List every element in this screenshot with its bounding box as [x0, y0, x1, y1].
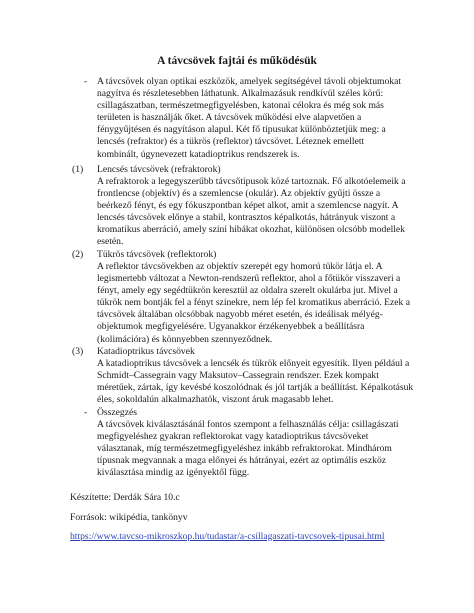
page-title: A távcsövek fajtái és működésük [157, 55, 317, 67]
section-1-heading: Lencsés távcsövek (refraktorok) [97, 164, 221, 175]
intro-bullet: - [84, 76, 88, 87]
section-3-heading: Katadioptrikus távcsövek [97, 346, 195, 357]
summary-heading: Összegzés [97, 407, 137, 418]
summary-bullet: - [84, 407, 88, 418]
section-3-number: (3) [72, 346, 84, 357]
section-2-heading: Tükrös távcsövek (reflektorok) [97, 249, 217, 260]
author-line: Készítette: Derdák Sára 10.c [70, 492, 180, 503]
section-1-number: (1) [72, 164, 84, 175]
source-link[interactable]: https://www.tavcso-mikroszkop.hu/tudastar/a-csillagaszati-tavcsovek-tipusai.html [70, 531, 385, 542]
intro-paragraph: A távcsövek olyan optikai eszközök, amelyek segítségével távoli objektumokat nagyítva és részletesebben láthatunk. Alkalmazásuk rendkívül széles körű: csillagászatban, természetmegfigyelésben, katonai célokra és még sok más területen is használják őket. A távcsövek működési elve alapvetően a fénygyűjtésen és nagyításon alapul. Két fő típusukat különböztetjük meg: a lencsés (refraktor) és a tükrös (reflektor) távcsövet. Léteznek emellett kombinált, úgynevezett katadioptrikus rendszerek is. [97, 76, 401, 160]
section-2-paragraph: A reflektor távcsövekben az objektív szerepét egy homorú tükör látja el. A legismertebb változat a Newton-rendszerű reflektor, ahol a főtükör visszaveri a fényt, amely egy segédtükrön keresztül az oldalra szerelt okulárba jut. Mivel a tükrök nem bontják fel a fényt színekre, nem lép fel kromatikus aberráció. Ezek a távcsövek általában olcsóbbak nagyobb méret esetén, és ideálisak mélyég- objektumok megfigyelésére. Ugyanakkor érzékenyebbek a beállításra (kolimációra) és könnyebben szennyeződnek. [97, 261, 411, 345]
section-1-paragraph: A refraktorok a legegyszerűbb távcsőtípusok közé tartoznak. Fő alkotóelemeik a frontlencse (objektív) és a szemlencse (okulár). Az objektív gyűjti össze a beérkező fényt, és egy fókuszpontban képet alkot, amit a szemlencse nagyít. A lencsés távcsövek előnye a stabil, kontrasztos képalkotás, hátrányuk viszont a kromatikus aberráció, amely színi hibákat okozhat, különösen olcsóbb modellek esetén. [97, 176, 406, 248]
section-2-number: (2) [72, 249, 84, 260]
sources-line: Források: wikipédia, tankönyv [70, 512, 188, 523]
summary-paragraph: A távcsövek kiválasztásánál fontos szempont a felhasználás célja: csillagászati megfigyeléshez gyakran reflektorokat vagy katadioptrikus távcsöveket választanak, míg természetmegfigyeléshez inkább refraktorokat. Mindhárom típusnak megvannak a maga előnyei és hátrányai, ezért az optimális eszköz kiválasztása mindig az igényektől függ. [97, 419, 399, 479]
section-3-paragraph: A katadioptrikus távcsövek a lencsék és tükrök előnyeit egyesítik. Ilyen például a Schmidt–Cassegrain vagy Maksutov–Cassegrain rendszer. Ezek kompakt méretűek, zártak, így kevésbé koszolódnak és jól tartják a beállítást. Képalkotásuk éles, sokoldalún alkalmazhatók, viszont áruk magasabb lehet. [97, 358, 414, 406]
